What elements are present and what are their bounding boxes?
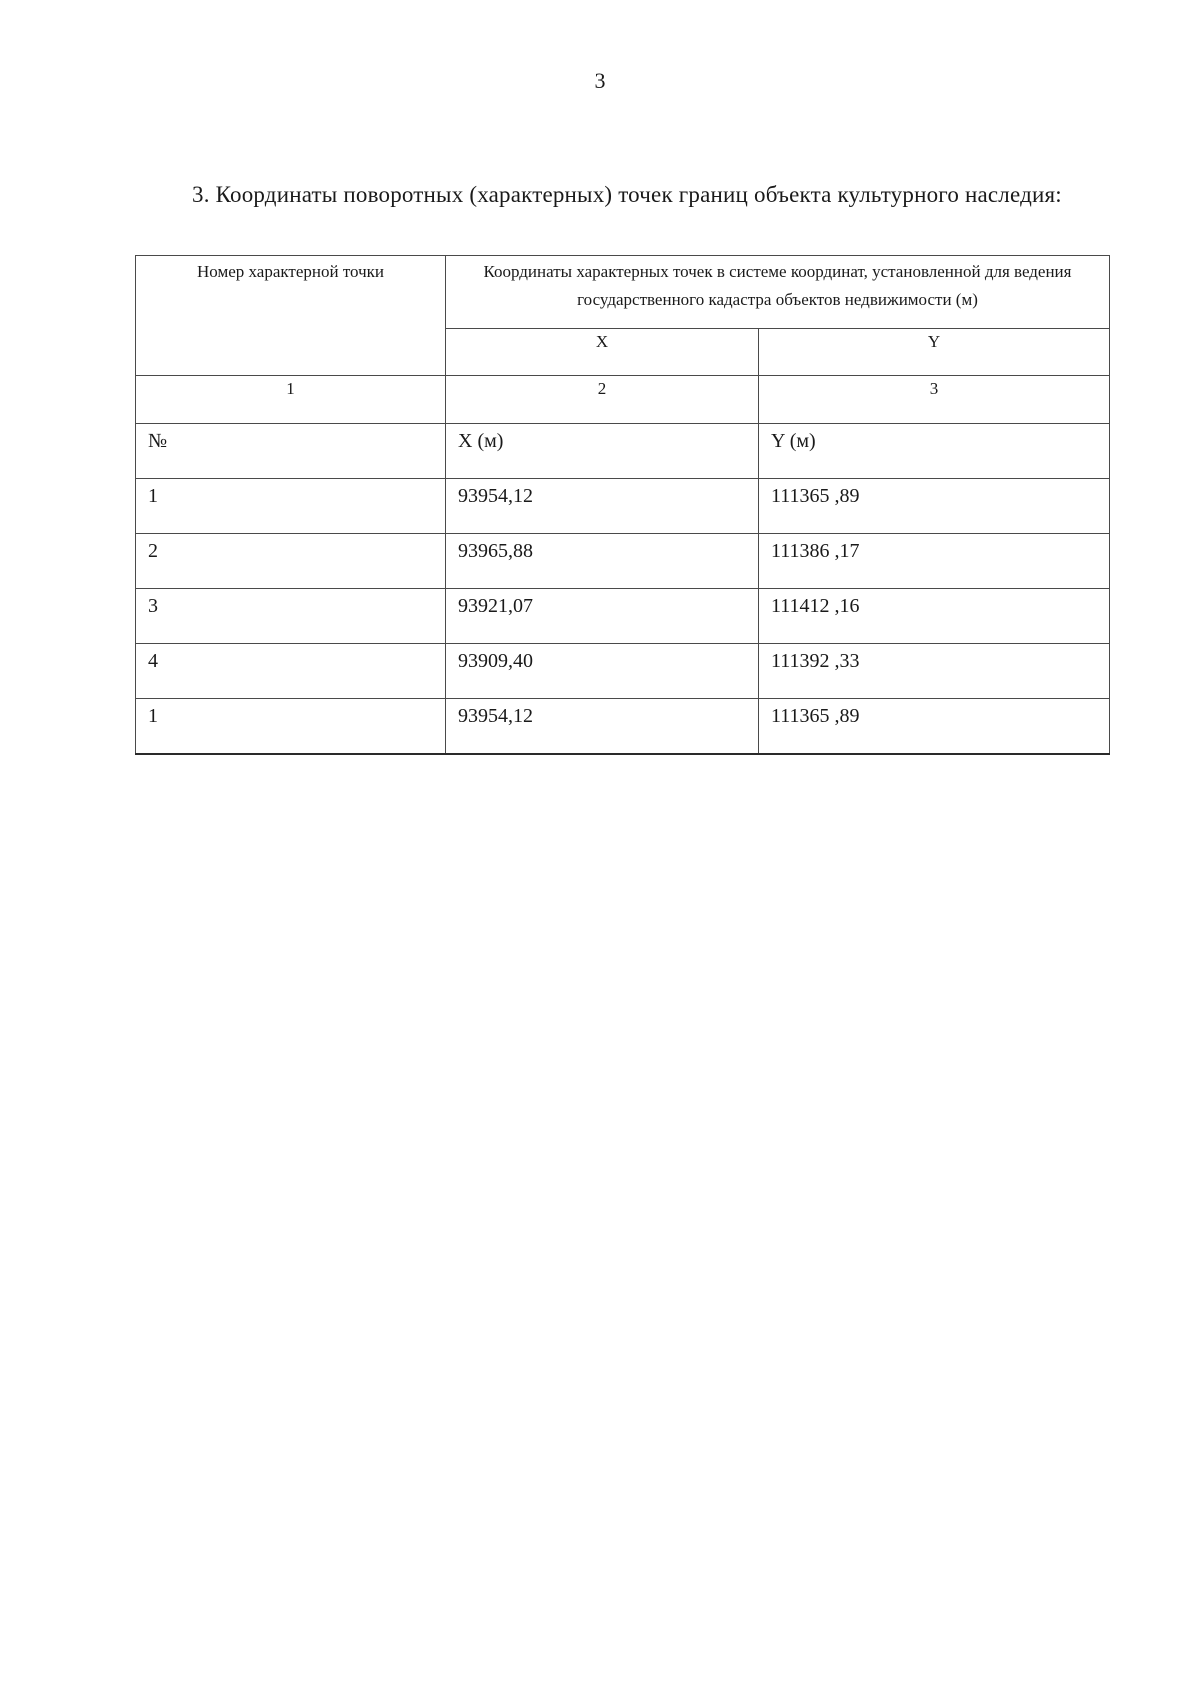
section-heading: 3. Координаты поворотных (характерных) точек границ объекта культурного наследия: (192, 182, 1062, 207)
coordinates-table (135, 255, 1110, 755)
point-number: 3 (136, 589, 446, 644)
column-number: 1 (136, 376, 446, 424)
column-label-row (136, 424, 1110, 479)
point-number: 4 (136, 644, 446, 699)
header-x: X (446, 329, 759, 376)
y-coordinate: 111412 ,16 (759, 589, 1110, 644)
x-coordinate: 93921,07 (446, 589, 759, 644)
point-number: 2 (136, 534, 446, 589)
column-label-x: X (м) (446, 424, 759, 479)
y-coordinate: 111386 ,17 (759, 534, 1110, 589)
column-number: 3 (759, 376, 1110, 424)
table-row (136, 699, 1110, 755)
table-row (136, 534, 1110, 589)
x-coordinate: 93965,88 (446, 534, 759, 589)
header-point-number: Номер характерной точки (136, 256, 446, 376)
table-row (136, 644, 1110, 699)
page-number: 3 (594, 68, 606, 93)
y-coordinate: 111365 ,89 (759, 699, 1110, 755)
column-number-row (136, 376, 1110, 424)
x-coordinate: 93954,12 (446, 479, 759, 534)
column-label-no: № (136, 424, 446, 479)
y-coordinate: 111365 ,89 (759, 479, 1110, 534)
x-coordinate: 93954,12 (446, 699, 759, 755)
point-number: 1 (136, 479, 446, 534)
y-coordinate: 111392 ,33 (759, 644, 1110, 699)
point-number: 1 (136, 699, 446, 755)
header-y: Y (759, 329, 1110, 376)
header-coordinates: Координаты характерных точек в системе координат, установленной для ведения государственного кадастра объектов недвижимости (м) (446, 256, 1110, 329)
column-label-y: Y (м) (759, 424, 1110, 479)
table-row (136, 589, 1110, 644)
x-coordinate: 93909,40 (446, 644, 759, 699)
table-row (136, 479, 1110, 534)
column-number: 2 (446, 376, 759, 424)
